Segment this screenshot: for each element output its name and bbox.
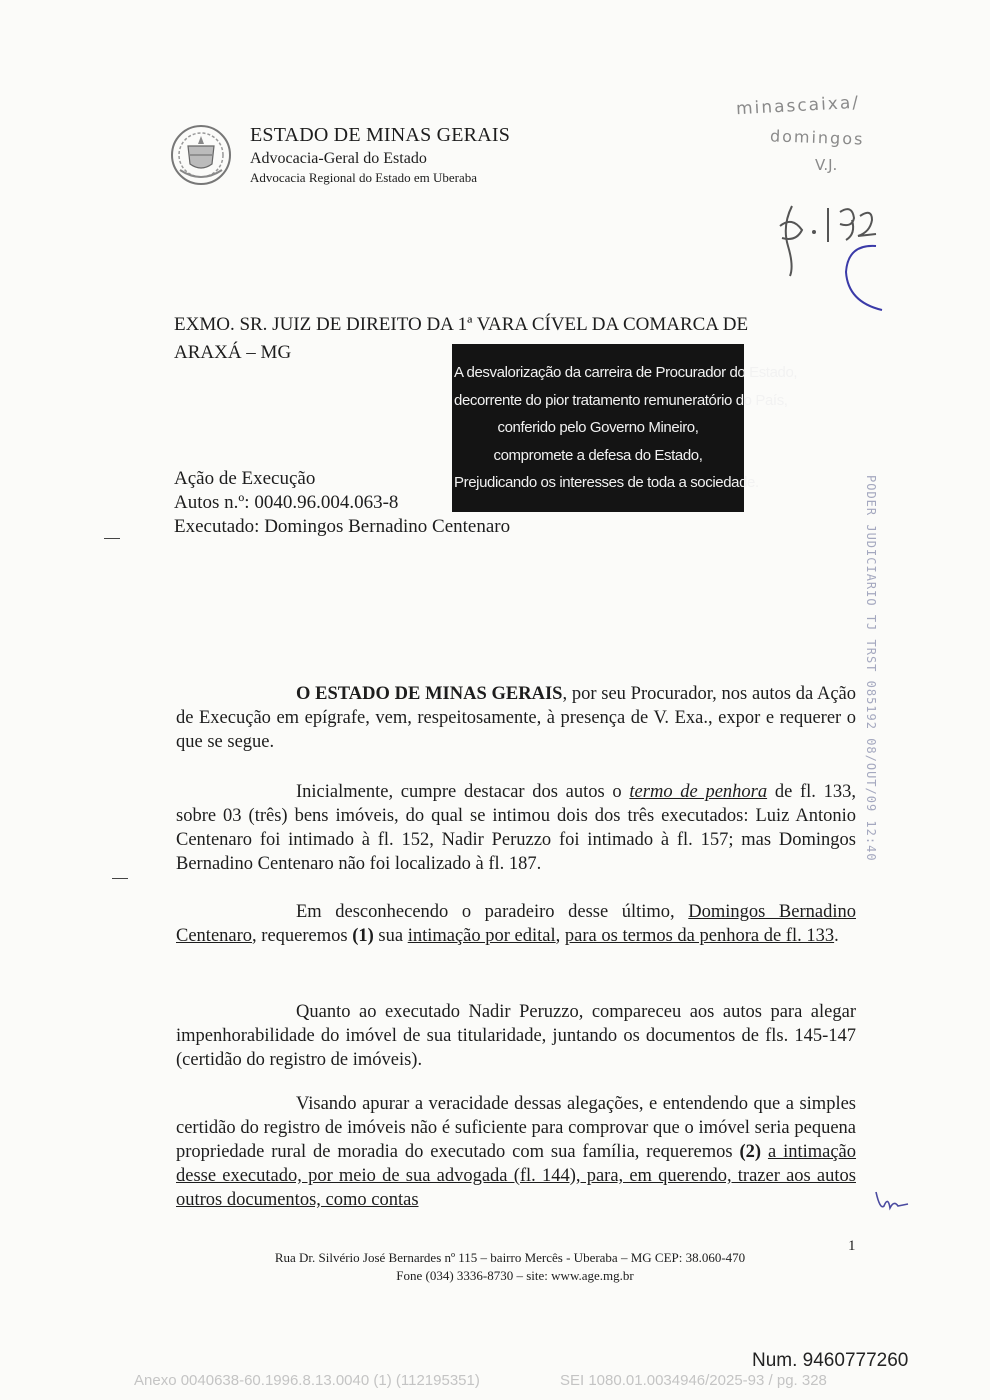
- footer-address: Rua Dr. Silvério José Bernardes nº 115 – bairro Mercês - Uberaba – MG CEP: 38.060-470: [274, 1250, 746, 1265]
- paragraph-3: Em desconhecendo o paradeiro desse último, Domingos Bernadino Centenaro, requeremos (1) sua intimação por edital, para os termos da penhora de fl. 133.: [176, 902, 856, 946]
- margin-mark: [104, 538, 120, 539]
- party-name: O ESTADO DE MINAS GERAIS: [296, 684, 563, 704]
- notice-line: conferido pelo Governo Mineiro,: [497, 419, 699, 437]
- process-number: Num. 9460777260: [752, 1350, 909, 1371]
- handwritten-rubric: [872, 1186, 912, 1216]
- handwritten-note-1: minascaixa/: [735, 92, 861, 120]
- protest-notice-box: [452, 344, 798, 512]
- margin-mark: [112, 878, 128, 879]
- case-action: Ação de Execução: [174, 468, 316, 489]
- sei-reference: SEI 1080.01.0034946/2025-93 / pg. 328: [560, 1372, 827, 1389]
- notice-line: A desvalorização da carreira de Procurador do Estado,: [454, 364, 798, 382]
- footer-contact: Fone (034) 3336-8730 – site: www.age.mg.br: [396, 1268, 634, 1283]
- coat-of-arms-icon: [168, 122, 234, 188]
- page-title: ESTADO DE MINAS GERAIS: [250, 124, 511, 146]
- annex-reference: Anexo 0040638-60.1996.8.13.0040 (1) (112195351): [134, 1372, 480, 1389]
- notice-line: decorrente do pior tratamento remuneratório do País,: [454, 391, 788, 409]
- protocol-stamp: PODER JUDICIARIO TJ TRST 085192 08/OUT/09 12:40: [864, 475, 878, 862]
- paragraph-1: O ESTADO DE MINAS GERAIS, por seu Procurador, nos autos da Ação de Execução em epígrafe, vem, respeitosamente, à presença de V. Exa., expor e requerer o que se segue.: [176, 684, 856, 752]
- page-number: 1: [848, 1238, 856, 1254]
- notice-line: compromete a defesa do Estado,: [493, 446, 703, 464]
- handwritten-folio-mark: [752, 186, 892, 326]
- handwritten-note-2: domingos: [769, 126, 865, 149]
- handwritten-note-3: V.J.: [815, 156, 838, 174]
- header-subtitle: Advocacia-Geral do Estado: [250, 150, 427, 167]
- paragraph-4: Quanto ao executado Nadir Peruzzo, compareceu aos autos para alegar impenhorabilidade do imóvel de sua titularidade, juntando os documentos de fls. 145-147 (certidão do registro de imóveis).: [176, 1002, 856, 1070]
- paragraph-5: Visando apurar a veracidade dessas alegações, e entendendo que a simples certidão do registro de imóveis não é suficiente para comprovar que o imóvel seria pequena propriedade rural de moradia do executado com sua família, requeremos (2) a intimação desse executado, por meio de sua advogada (fl. 144), para, em querendo, trazer aos autos outros documentos, como contas: [176, 1094, 857, 1210]
- addressee-line-2: ARAXÁ – MG: [174, 342, 292, 363]
- notice-line: Prejudicando os interesses de toda a sociedade.: [454, 474, 759, 492]
- addressee-line-1: EXMO. SR. JUIZ DE DIREITO DA 1ª VARA CÍVEL DA COMARCA DE: [174, 314, 749, 335]
- case-autos: Autos n.º: 0040.96.004.063-8: [174, 492, 399, 513]
- penhora-term: termo de penhora: [629, 782, 768, 802]
- paragraph-2: Inicialmente, cumpre destacar dos autos o termo de penhora de fl. 133, sobre 03 (três) bens imóveis, do qual se intimou dois dos três executados: Luiz Antonio Centenaro foi intimado à fl. 152, Nadir Peruzzo foi intimado à fl. 157; mas Domingos Bernadino Centenaro não foi localizado à fl. 187.: [176, 782, 856, 874]
- header-subtitle-regional: Advocacia Regional do Estado em Uberaba: [250, 170, 478, 185]
- case-executado: Executado: Domingos Bernadino Centenaro: [174, 516, 511, 537]
